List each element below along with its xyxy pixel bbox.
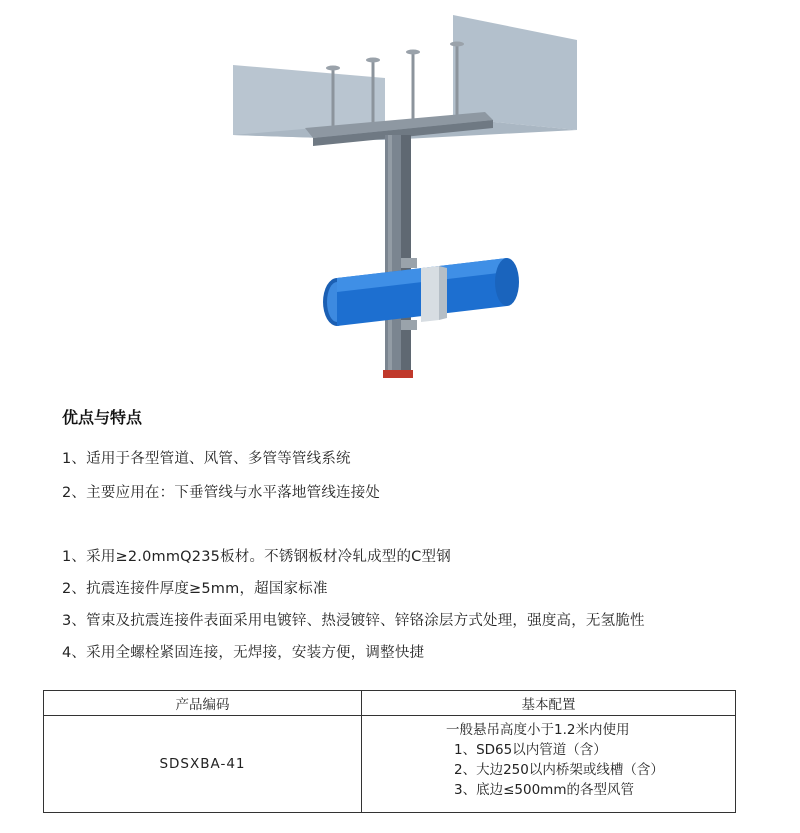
feature-item-1: 1、适用于各型管道、风管、多管等管线系统	[62, 451, 351, 467]
product-illustration	[225, 10, 595, 385]
spec-item-3: 3、管束及抗震连接件表面采用电镀锌、热浸镀锌、锌铬涂层方式处理，强度高，无氢脆性	[62, 613, 645, 629]
spec-item-1: 1、采用≥2.0mmQ235板材。不锈钢板材冷轧成型的C型钢	[62, 549, 451, 565]
spec-item-4: 4、采用全螺栓紧固连接，无焊接，安装方便，调整快捷	[62, 645, 425, 661]
config-line-1: 一般悬吊高度小于1.2米内使用	[446, 722, 630, 738]
vertical-channel	[385, 135, 401, 375]
config-line-3: 2、大边250以内桥架或线槽（含）	[454, 762, 664, 778]
product-config-table	[43, 690, 736, 813]
config-line-4: 3、底边≤500mm的各型风管	[454, 782, 634, 798]
config-cell	[362, 716, 736, 813]
spec-item-2: 2、抗震连接件厚度≥5mm，超国家标准	[62, 581, 328, 597]
config-line-2: 1、SD65以内管道（含）	[454, 742, 607, 758]
table-header-row	[44, 691, 736, 716]
table-row	[44, 716, 736, 813]
feature-item-2: 2、主要应用在：下垂管线与水平落地管线连接处	[62, 485, 381, 501]
header-product-code: 产品编码	[44, 691, 362, 716]
header-basic-config: 基本配置	[362, 691, 736, 716]
ceiling-slab-right	[453, 15, 577, 130]
product-code-cell: SDSXBA-41	[44, 716, 362, 813]
features-heading: 优点与特点	[62, 408, 143, 427]
hanger-foot	[383, 370, 413, 378]
